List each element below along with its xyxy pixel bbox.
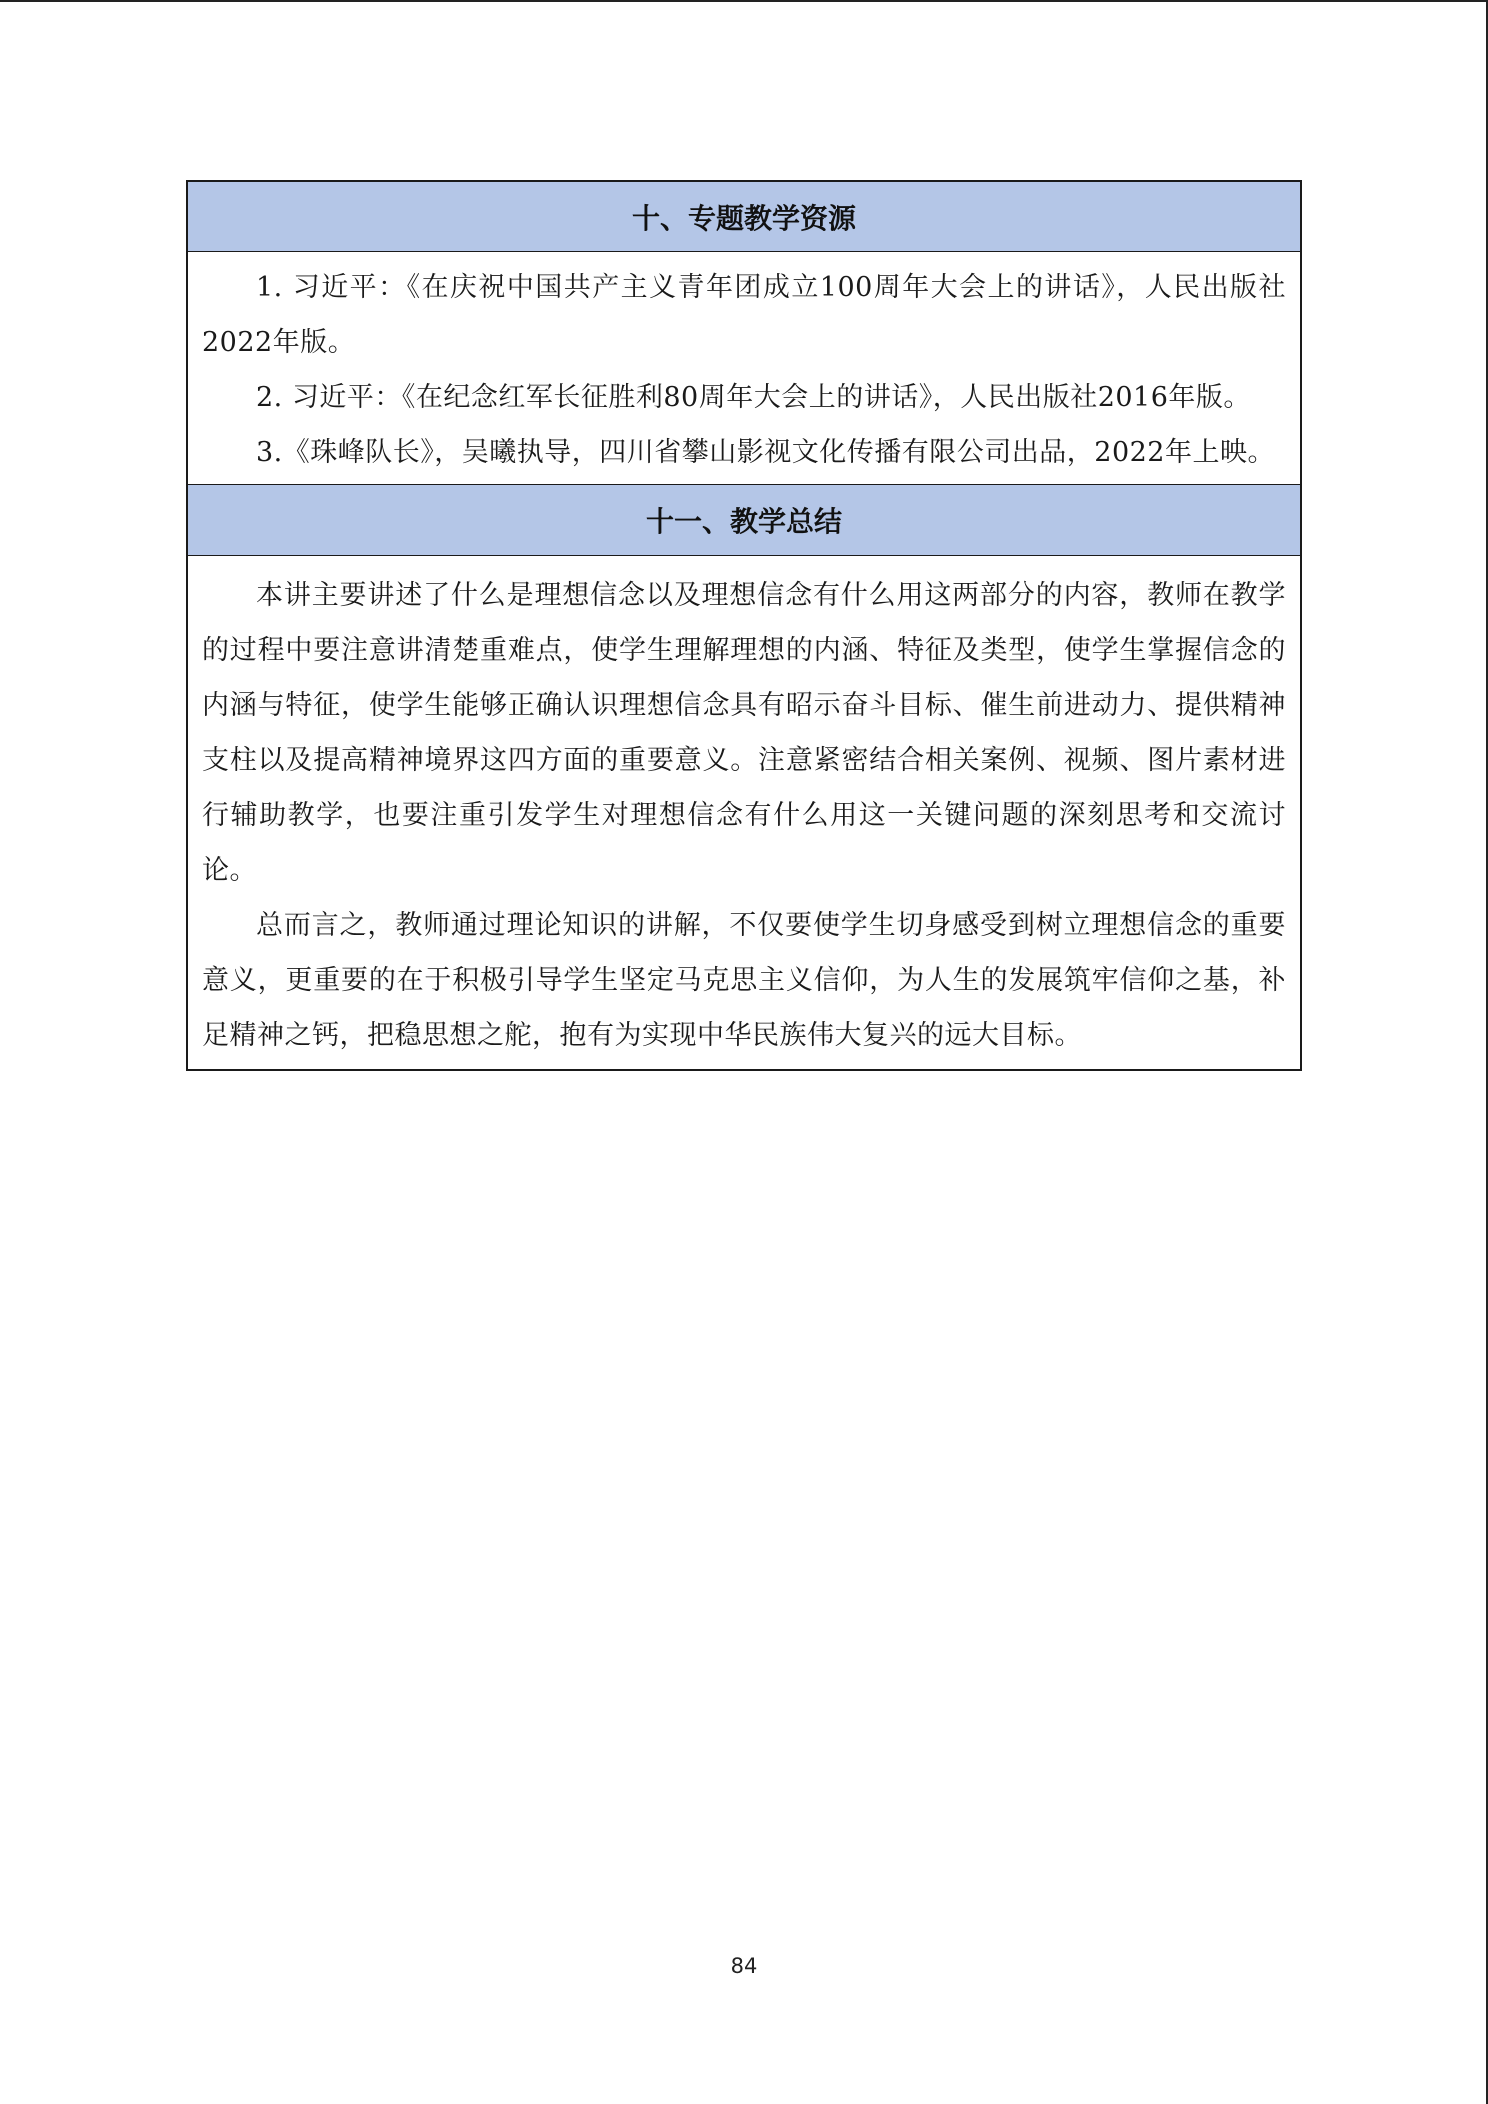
section-body-resources xyxy=(188,252,1300,484)
section-body-summary xyxy=(188,556,1300,1069)
section-heading-summary: 十一、教学总结 xyxy=(188,484,1300,556)
page-number: 84 xyxy=(730,1954,758,1978)
summary-paragraph: 本讲主要讲述了什么是理想信念以及理想信念有什么用这两部分的内容，教师在教学的过程中要注意讲清楚重难点，使学生理解理想的内涵、特征及类型，使学生掌握信念的内涵与特征，使学生能够正确认识理想信念具有昭示奋斗目标、催生前进动力、提供精神支柱以及提高精神境界这四方面的重要意义。注意紧密结合相关案例、视频、图片素材进行辅助教学，也要注重引发学生对理想信念有什么用这一关键问题的深刻思考和交流讨论。 xyxy=(202,580,1286,886)
page-border-top xyxy=(0,0,1488,2)
resource-item: 1. 习近平：《在庆祝中国共产主义青年团成立100周年大会上的讲话》，人民出版社2022年版。 xyxy=(202,272,1286,358)
resource-item: 2. 习近平：《在纪念红军长征胜利80周年大会上的讲话》，人民出版社2016年版。 xyxy=(256,382,1251,413)
section-heading-resources: 十、专题教学资源 xyxy=(188,182,1300,252)
content-table xyxy=(186,180,1302,1071)
resource-item: 3.《珠峰队长》，吴曦执导，四川省攀山影视文化传播有限公司出品，2022年上映。 xyxy=(256,437,1275,468)
summary-paragraph: 总而言之，教师通过理论知识的讲解，不仅要使学生切身感受到树立理想信念的重要意义，更重要的在于积极引导学生坚定马克思主义信仰，为人生的发展筑牢信仰之基，补足精神之钙，把稳思想之舵，抱有为实现中华民族伟大复兴的远大目标。 xyxy=(202,910,1286,1051)
